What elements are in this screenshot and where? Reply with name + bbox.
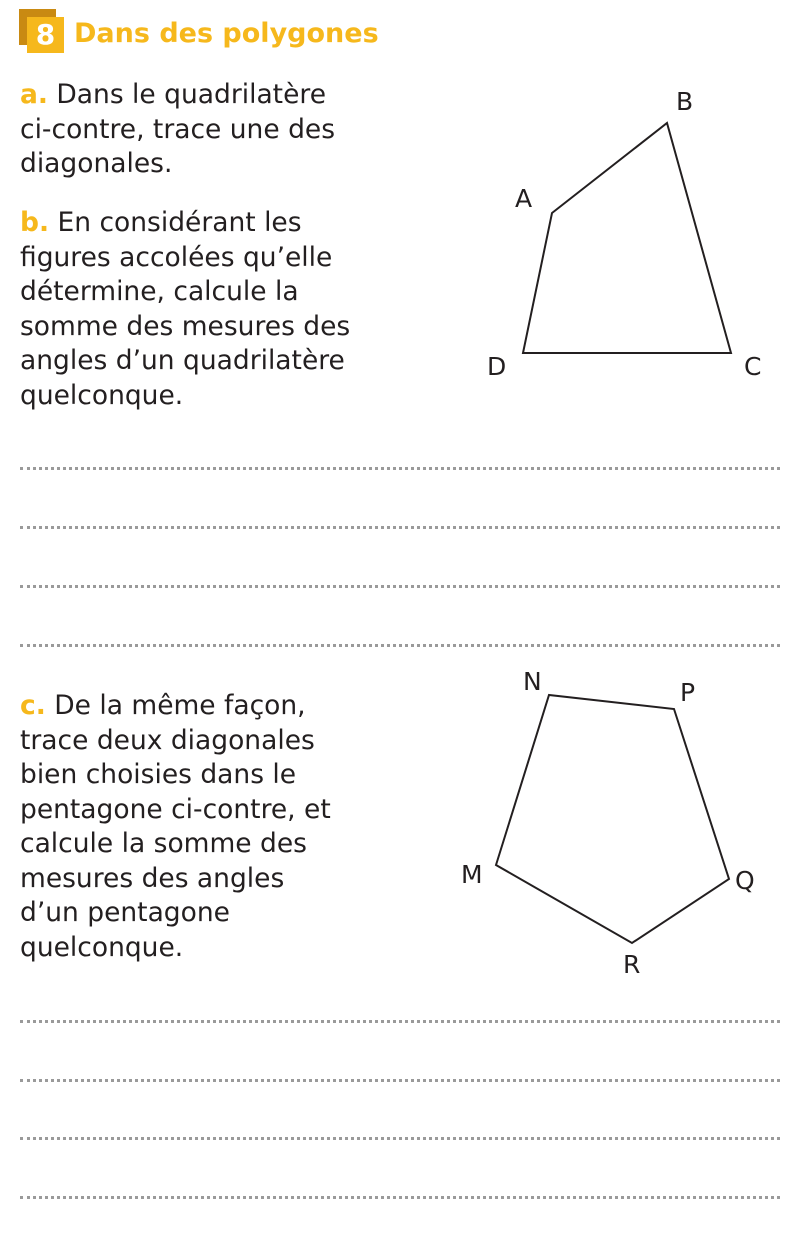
vertex-label-M: M — [461, 860, 483, 889]
vertex-label-D: D — [487, 352, 507, 381]
part-c-line-2: trace deux diagonales — [20, 724, 315, 756]
vertex-label-C: C — [744, 352, 762, 381]
part-c-line-3: bien choisies dans le — [20, 759, 297, 790]
part-b-line-4: somme des mesures des — [20, 310, 351, 342]
part-c-letter: c. — [20, 690, 46, 721]
part-b-line-2: figures accolées qu’elle — [20, 241, 333, 273]
part-a-letter: a. — [20, 79, 48, 110]
vertex-label-Q: Q — [735, 866, 755, 895]
vertex-label-P: P — [680, 678, 696, 707]
part-b-line-3: détermine, calcule la — [20, 276, 299, 307]
part-a-line-1-text: Dans le quadrilatère — [56, 79, 326, 110]
part-c-line-5: calcule la somme des — [20, 828, 307, 859]
part-c-line-7: d’un pentagone — [20, 897, 230, 928]
part-b-line-5: angles d’un quadrilatère — [20, 345, 345, 376]
part-b-letter: b. — [20, 207, 50, 238]
pentagon-MNPQR — [496, 695, 729, 943]
vertex-label-A: A — [515, 184, 533, 213]
vertex-label-B: B — [676, 87, 694, 116]
quadrilateral-ABCD — [523, 123, 731, 353]
vertex-label-N: N — [523, 667, 542, 696]
part-b-line-6: quelconque. — [20, 379, 184, 411]
part-c-line-1-text: De la même façon, — [54, 690, 306, 721]
part-a-line-3: diagonales. — [20, 148, 173, 179]
part-a-line-2: ci-contre, trace une des — [20, 113, 335, 145]
part-b-line-1-text: En considérant les — [57, 207, 302, 238]
vertex-label-R: R — [623, 950, 641, 979]
exercise-number: 8 — [27, 17, 64, 53]
exercise-title: Dans des polygones — [74, 18, 379, 49]
part-c-line-8: quelconque. — [20, 931, 184, 963]
part-c-line-4: pentagone ci-contre, et — [20, 793, 331, 825]
part-c-line-6: mesures des angles — [20, 862, 285, 894]
